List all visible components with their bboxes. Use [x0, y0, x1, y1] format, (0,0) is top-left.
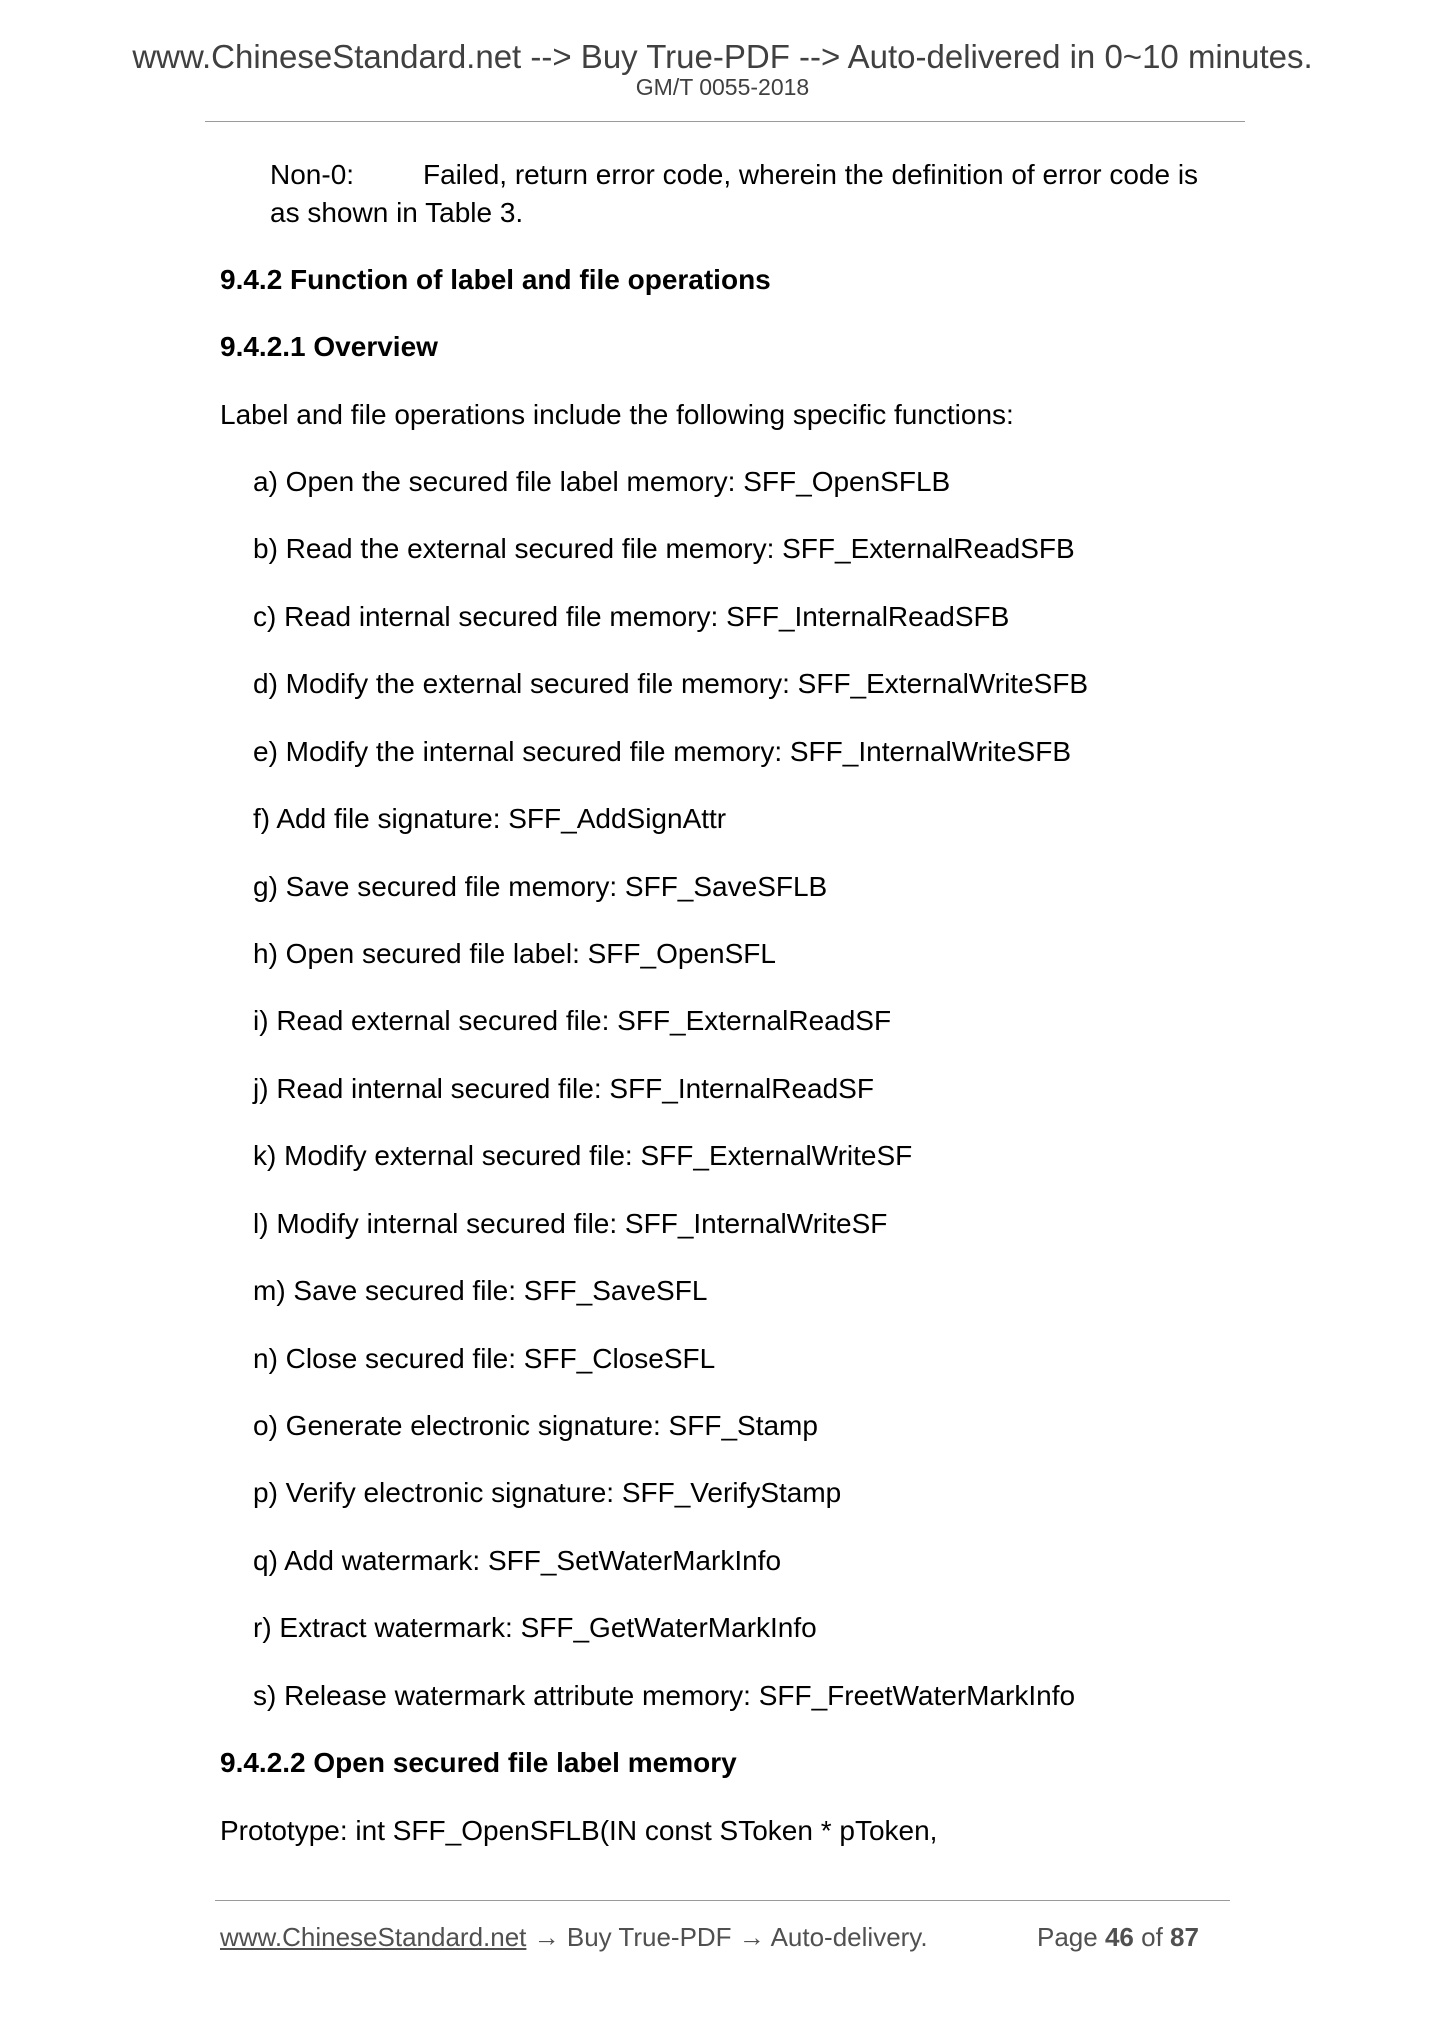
return-value-description-continued: as shown in Table 3. [270, 197, 524, 228]
section-heading-9-4-2-2: 9.4.2.2 Open secured file label memory [220, 1747, 737, 1778]
total-pages-number: 87 [1170, 1922, 1199, 1952]
list-item: f) Add file signature: SFF_AddSignAttr [253, 803, 727, 834]
list-item: r) Extract watermark: SFF_GetWaterMarkInfo [253, 1612, 817, 1643]
current-page-number: 46 [1104, 1922, 1134, 1952]
list-item: a) Open the secured file label memory: SFF_OpenSFLB [253, 466, 951, 497]
list-item: s) Release watermark attribute memory: SFF_FreetWaterMarkInfo [253, 1680, 1076, 1711]
footer-website-link[interactable]: www.ChineseStandard.net [220, 1922, 527, 1952]
overview-intro-text: Label and file operations include the following specific functions: [220, 399, 1014, 430]
list-item: k) Modify external secured file: SFF_ExternalWriteSF [253, 1140, 913, 1171]
page-counter [1037, 1922, 1199, 1953]
list-item: h) Open secured file label: SFF_OpenSFL [253, 938, 776, 969]
list-item: g) Save secured file memory: SFF_SaveSFLB [253, 871, 828, 902]
list-item: b) Read the external secured file memory: SFF_ExternalReadSFB [253, 533, 1075, 564]
page-word: Page [1037, 1922, 1098, 1952]
list-item: m) Save secured file: SFF_SaveSFL [253, 1275, 708, 1306]
list-item: o) Generate electronic signature: SFF_Stamp [253, 1410, 818, 1441]
return-value-label: Non-0: [270, 159, 355, 190]
list-item: p) Verify electronic signature: SFF_VerifyStamp [253, 1477, 842, 1508]
prototype-text: Prototype: int SFF_OpenSFLB(IN const SToken * pToken, [220, 1815, 938, 1846]
footer-delivery-line [220, 1922, 928, 1953]
header-banner: www.ChineseStandard.net --> Buy True-PDF --> Auto-delivered in 0~10 minutes. [132, 38, 1313, 75]
list-item: q) Add watermark: SFF_SetWaterMarkInfo [253, 1545, 782, 1576]
section-heading-9-4-2-1: 9.4.2.1 Overview [220, 331, 438, 362]
list-item: i) Read external secured file: SFF_ExternalReadSF [253, 1005, 892, 1036]
footer-delivery-text: → Buy True-PDF → Auto-delivery. [526, 1922, 928, 1952]
document-number: GM/T 0055-2018 [635, 74, 810, 100]
header-divider [205, 121, 1245, 122]
footer-divider [215, 1900, 1230, 1901]
list-item: e) Modify the internal secured file memory: SFF_InternalWriteSFB [253, 736, 1072, 767]
return-value-description: Failed, return error code, wherein the definition of error code is [423, 159, 1199, 190]
list-item: d) Modify the external secured file memory: SFF_ExternalWriteSFB [253, 668, 1089, 699]
list-item: l) Modify internal secured file: SFF_InternalWriteSF [253, 1208, 888, 1239]
of-word: of [1141, 1922, 1163, 1952]
list-item: c) Read internal secured file memory: SFF_InternalReadSFB [253, 601, 1010, 632]
list-item: j) Read internal secured file: SFF_InternalReadSF [253, 1073, 874, 1104]
list-item: n) Close secured file: SFF_CloseSFL [253, 1343, 716, 1374]
section-heading-9-4-2: 9.4.2 Function of label and file operations [220, 264, 771, 295]
